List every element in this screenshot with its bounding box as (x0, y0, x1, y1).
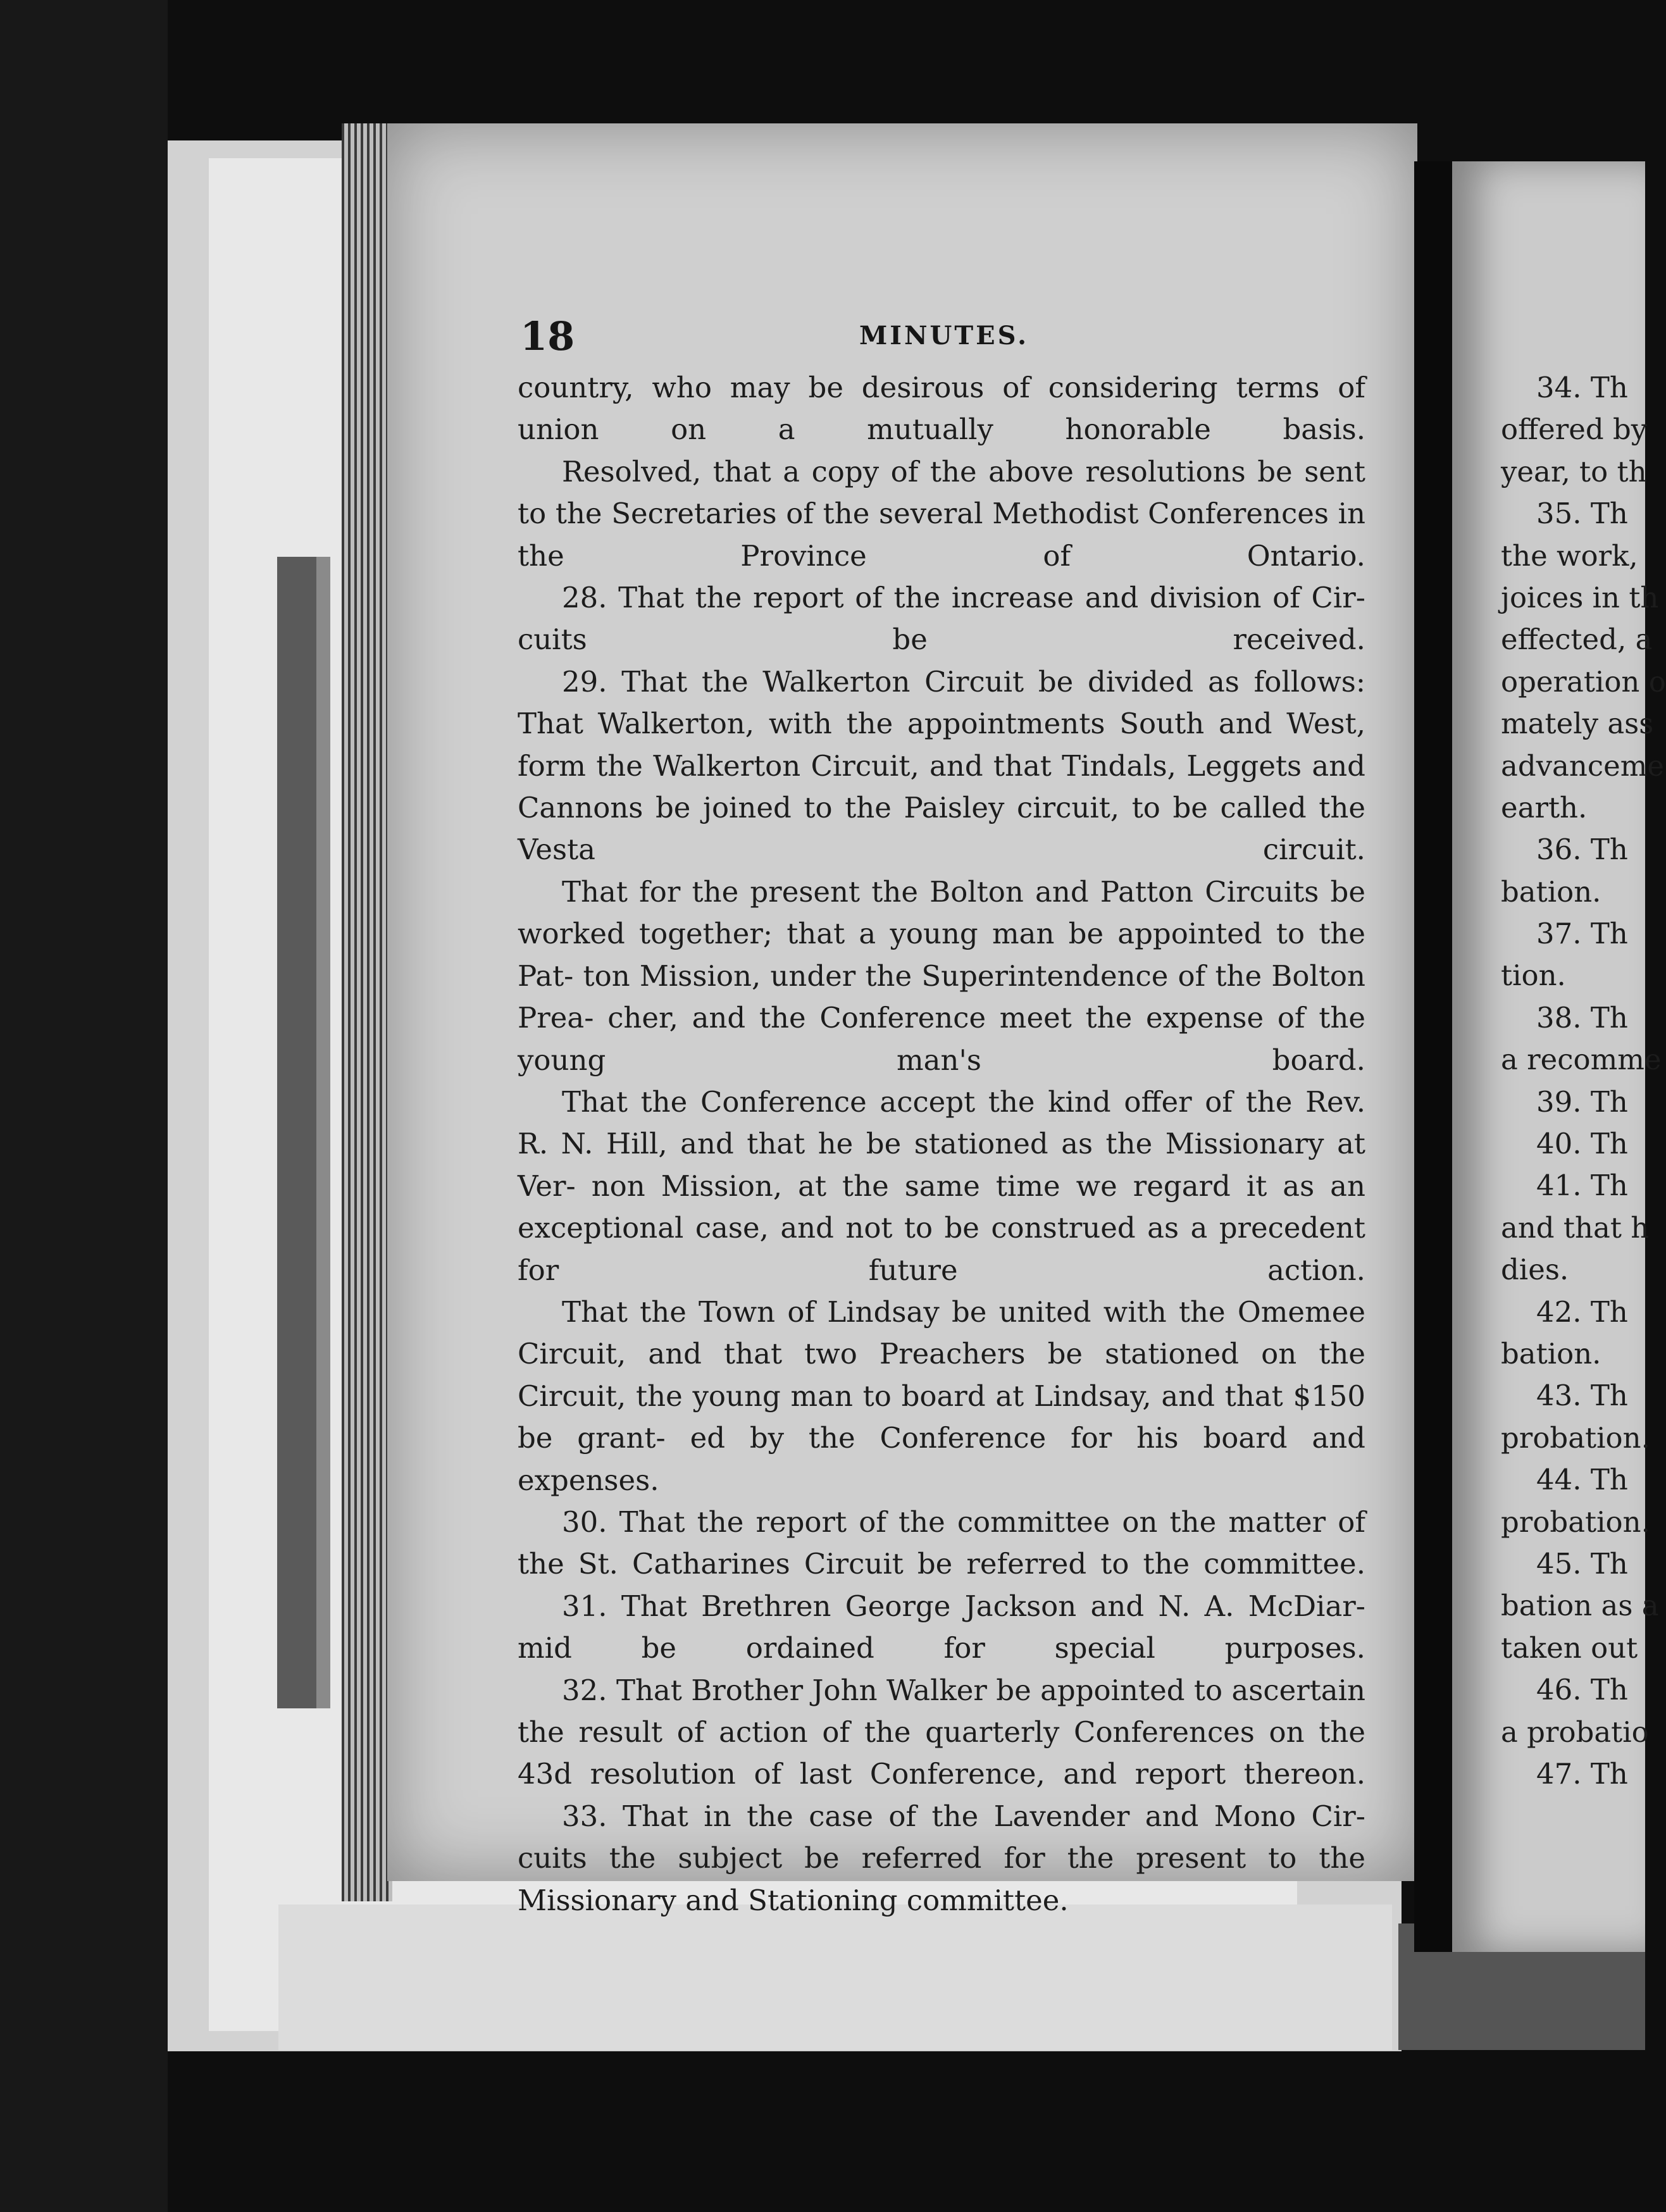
text-line: 31. That Brethren George Jackson and N. A. McDiar- (562, 1589, 1365, 1623)
facing-line: a recomme (1501, 1043, 1662, 1077)
facing-line: 35. Th (1536, 497, 1628, 531)
text-line: 32. That Brother John Walker be appointed to ascertain (562, 1673, 1365, 1707)
text-line: the Walkerton Circuit, and that Tindals, Leggets and Cannons (518, 749, 1365, 825)
facing-line: tion. (1501, 959, 1566, 993)
paragraph (518, 661, 1365, 871)
text-line: the young man to board at Lindsay, and that $150 be grant- (518, 1379, 1365, 1455)
text-line: 30. That the report of the committee on the matter of the (518, 1505, 1365, 1581)
text-line: cuits the subject be referred for the present to the Missionary (518, 1841, 1365, 1917)
paragraph (518, 1081, 1365, 1291)
facing-line: earth. (1501, 790, 1588, 824)
facing-line: probation. (1501, 1505, 1650, 1539)
facing-line: 41. Th (1536, 1169, 1628, 1203)
facing-line: mately ass (1501, 707, 1654, 741)
text-line: be joined to the Paisley circuit, to be called the Vesta circuit. (518, 791, 1365, 867)
facing-line: 38. Th (1536, 1000, 1628, 1035)
text-line: St. Catharines Circuit be referred to the committee. (578, 1547, 1365, 1581)
facing-line: and that h (1501, 1210, 1650, 1245)
paragraph (518, 1796, 1365, 1922)
facing-line: year, to th (1501, 454, 1647, 488)
book-gutter (1414, 161, 1452, 1952)
facing-line: joices in th (1501, 580, 1659, 614)
paragraph (518, 871, 1365, 1081)
facing-line: 47. Th (1536, 1756, 1628, 1791)
page-fore-edges (342, 123, 392, 1901)
facing-line: taken out (1501, 1631, 1638, 1665)
facing-line: offered by (1501, 413, 1648, 447)
text-line: and Stationing committee. (685, 1883, 1069, 1917)
text-line: man's board. (897, 1043, 1365, 1077)
text-line: Resolved, that a copy of the above resolutions be sent to (518, 454, 1365, 531)
facing-line: bation. (1501, 1336, 1601, 1370)
text-line: That for the present the Bolton and Patton Circuits be (562, 874, 1365, 909)
running-head (520, 313, 1368, 357)
text-line: 28. That the report of the increase and division of Cir- (562, 581, 1365, 615)
facing-line: 43. Th (1536, 1379, 1628, 1413)
facing-line: effected, a (1501, 623, 1653, 657)
scan-border-left (0, 0, 168, 2212)
facing-line: 36. Th (1536, 833, 1628, 867)
paragraph (518, 1291, 1365, 1501)
text-line: ton Mission, under the Superintendence of the Bolton Prea- (518, 959, 1365, 1035)
facing-page-text (1501, 367, 1666, 1795)
paragraph (518, 577, 1365, 661)
paragraph (518, 367, 1365, 451)
bottom-paper-band (278, 1904, 1392, 2050)
facing-line: bation. (1501, 874, 1601, 909)
paragraph (518, 451, 1365, 577)
text-line: the Secretaries of the several Methodist Conferences in the (518, 497, 1365, 573)
facing-line: probation. (1501, 1420, 1650, 1455)
text-line: N. Hill, and that he be stationed as the Missionary at Ver- (518, 1127, 1365, 1203)
text-line: 29. That the Walkerton Circuit be divided as follows: (562, 664, 1365, 699)
paragraph (518, 1670, 1365, 1796)
facing-line: operation o (1501, 664, 1666, 699)
facing-line: bation as a (1501, 1589, 1659, 1623)
text-line: ed by the Conference for his board and expenses. (518, 1421, 1365, 1497)
text-line: That the Town of Lindsay be united with the Omemee (562, 1295, 1365, 1329)
page-number: 18 (520, 313, 575, 359)
facing-line: dies. (1501, 1253, 1569, 1287)
page-body (518, 367, 1365, 1922)
paragraph (518, 1586, 1365, 1670)
text-line: cher, and the Conference meet the expense of the young (518, 1001, 1365, 1077)
paragraph (518, 1501, 1365, 1586)
text-line: the result of action of the quarterly Conferences on the 43d (518, 1715, 1365, 1791)
facing-line: 40. Th (1536, 1127, 1628, 1161)
text-line: Circuit, and that two Preachers be stationed on the Circuit, (518, 1337, 1365, 1413)
facing-line: 46. Th (1536, 1673, 1628, 1707)
text-line: That the Conference accept the kind offer of the Rev. R. (518, 1084, 1365, 1161)
text-line: That Walkerton, with the appointments South and West, form (518, 707, 1365, 783)
facing-line: 42. Th (1536, 1295, 1628, 1329)
facing-line: the work, (1501, 538, 1638, 573)
text-line: on a mutually honorable basis. (671, 413, 1365, 447)
text-line: worked together; that a young man be appointed to the Pat- (518, 917, 1365, 993)
text-line: cuits be received. (518, 623, 1365, 657)
text-line: Province of Ontario. (740, 538, 1365, 573)
facing-line: 34. Th (1536, 371, 1628, 404)
running-title: MINUTES. (859, 321, 1029, 351)
facing-line: advanceme (1501, 749, 1665, 783)
facing-line: 45. Th (1536, 1546, 1628, 1581)
text-line: case, and not to be construed as a precedent for future action. (518, 1211, 1365, 1287)
facing-line: 39. Th (1536, 1084, 1628, 1119)
left-binding-highlight (316, 557, 330, 1708)
text-line: mid be ordained for special purposes. (518, 1631, 1365, 1665)
facing-line: 44. Th (1536, 1463, 1628, 1497)
facing-line: a probatio (1501, 1715, 1649, 1749)
text-line: 33. That in the case of the Lavender and Mono Cir- (562, 1799, 1365, 1833)
text-line: non Mission, at the same time we regard it as an exceptional (518, 1169, 1365, 1245)
text-line: resolution of last Conference, and report thereon. (590, 1757, 1365, 1791)
text-line: country, who may be desirous of considering terms of union (518, 371, 1365, 447)
left-binding-strip (277, 557, 316, 1708)
facing-line: 37. Th (1536, 917, 1628, 951)
